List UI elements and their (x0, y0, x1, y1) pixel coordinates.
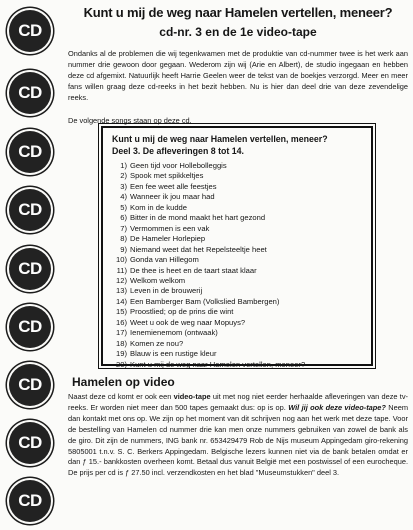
track-item: 11) De thee is heet en de taart staat klaar (116, 265, 257, 275)
intro-songs-line: De volgende songs staan op deze cd. (68, 116, 192, 125)
cd-badge-icon: CD (9, 248, 51, 290)
cd-badge-icon: CD (9, 10, 51, 52)
track-item: 14) Een Bamberger Bam (Volkslied Bambergen) (116, 296, 280, 306)
track-item: 16) Weet u ook de weg naar Mopuys? (116, 317, 246, 327)
track-item: 9) Niemand weet dat het Repelsteeltje heet (120, 244, 267, 254)
cd-badge-icon: CD (9, 422, 51, 464)
cd-badge-icon: CD (9, 364, 51, 406)
cd-badge-icon: CD (9, 189, 51, 231)
track-item: 7) Vermommen is een vak (120, 223, 210, 233)
cd-badge-icon: CD (9, 131, 51, 173)
cd-badge-icon: CD (9, 306, 51, 348)
intro-paragraph: Ondanks al de problemen die wij tegenkwamen met de produktie van cd-nummer twee is het werk aan nummer drie gewoon door gegaan. Wederom zijn wij (Arie en Albert), de studio ingegaan en hebben deze cd afgemixt. Natuurlijk heeft Harrie Geelen weer de tekst van de boekjes verzorgd. Meer en meer fans willen graag deze cd-reeks in het bezit hebben. Nu is hier dan deel drie van deze zevendelige reeks. (68, 49, 408, 102)
track-item: 19) Blauw is een rustige kleur (116, 349, 217, 359)
track-item: 17) Ienemienemom (ontwaak) (116, 328, 218, 338)
cd-badge-icon: CD (9, 72, 51, 114)
tracklist-title: Kunt u mij de weg naar Hamelen vertellen, meneer? Deel 3. De afleveringen 8 tot 14. (112, 134, 328, 156)
track-item: 4) Wanneer ik jou maar had (120, 192, 215, 202)
page-subtitle: cd-nr. 3 en de 1e video-tape (159, 25, 317, 39)
track-item: 5) Kom in de kudde (120, 202, 187, 212)
video-section-heading: Hamelen op video (72, 375, 175, 389)
track-item: 6) Bitter in de mond maakt het hart gezond (120, 213, 266, 223)
track-item: 15) Proostlied; op de prins die wint (116, 307, 234, 317)
track-item: 20) Kunt u mij de weg naar Hamelen vertellen, meneer? (116, 359, 306, 369)
track-item: 1) Geen tijd voor Hollebolleggis (120, 161, 227, 170)
tracklist-box (101, 126, 373, 369)
track-list (113, 161, 305, 370)
track-item: 12) Welkom welkom (116, 275, 186, 285)
track-item: 13) Leven in de brouwerij (116, 286, 203, 296)
track-item: 10) Gonda van Hillegom (116, 255, 199, 265)
cd-badge-icon: CD (9, 480, 51, 522)
track-item: 8) De Hameler Horlepiep (120, 234, 206, 244)
track-item: 18) Komen ze nou? (116, 338, 184, 348)
video-paragraph: Naast deze cd komt er ook een video-tape uit met nog niet eerder herhaalde afleveringen van deze tv-reeks. Er worden niet meer dan 500 tapes gemaakt dus: op is op. Wil jij ook deze video-tape? Neem dan kontakt met ons op. We zijn op het moment van dit schrijven nog aan het werk met deze tape. Voor de bestelling van Hamelen cd nummer drie kan men onze nummers gebruiken van zowel de bank als de giro. Dit zijn de nummers, ING bank nr. 653429479 Rob de Nijs museum Appingedam giro-rekening 5805001 t.n.v. S. C. Berkers Appingedam. Belgische lezers kunnen niet via de bank betalen omdat er dan ƒ 15.- bankkosten overheen komt. Betaal dus vanuit België met een postwissel of een eurocheque. De prijs per cd is ƒ 27.50 incl. verzendkosten en het blad "Museumstukken" deel 3. (68, 392, 408, 478)
track-item: 2) Spook met spikkeltjes (120, 171, 204, 181)
cd-badge-column (0, 0, 62, 530)
track-item: 3) Een fee weet alle feestjes (120, 181, 217, 191)
page-title: Kunt u mij de weg naar Hamelen vertellen, meneer? (83, 5, 393, 20)
